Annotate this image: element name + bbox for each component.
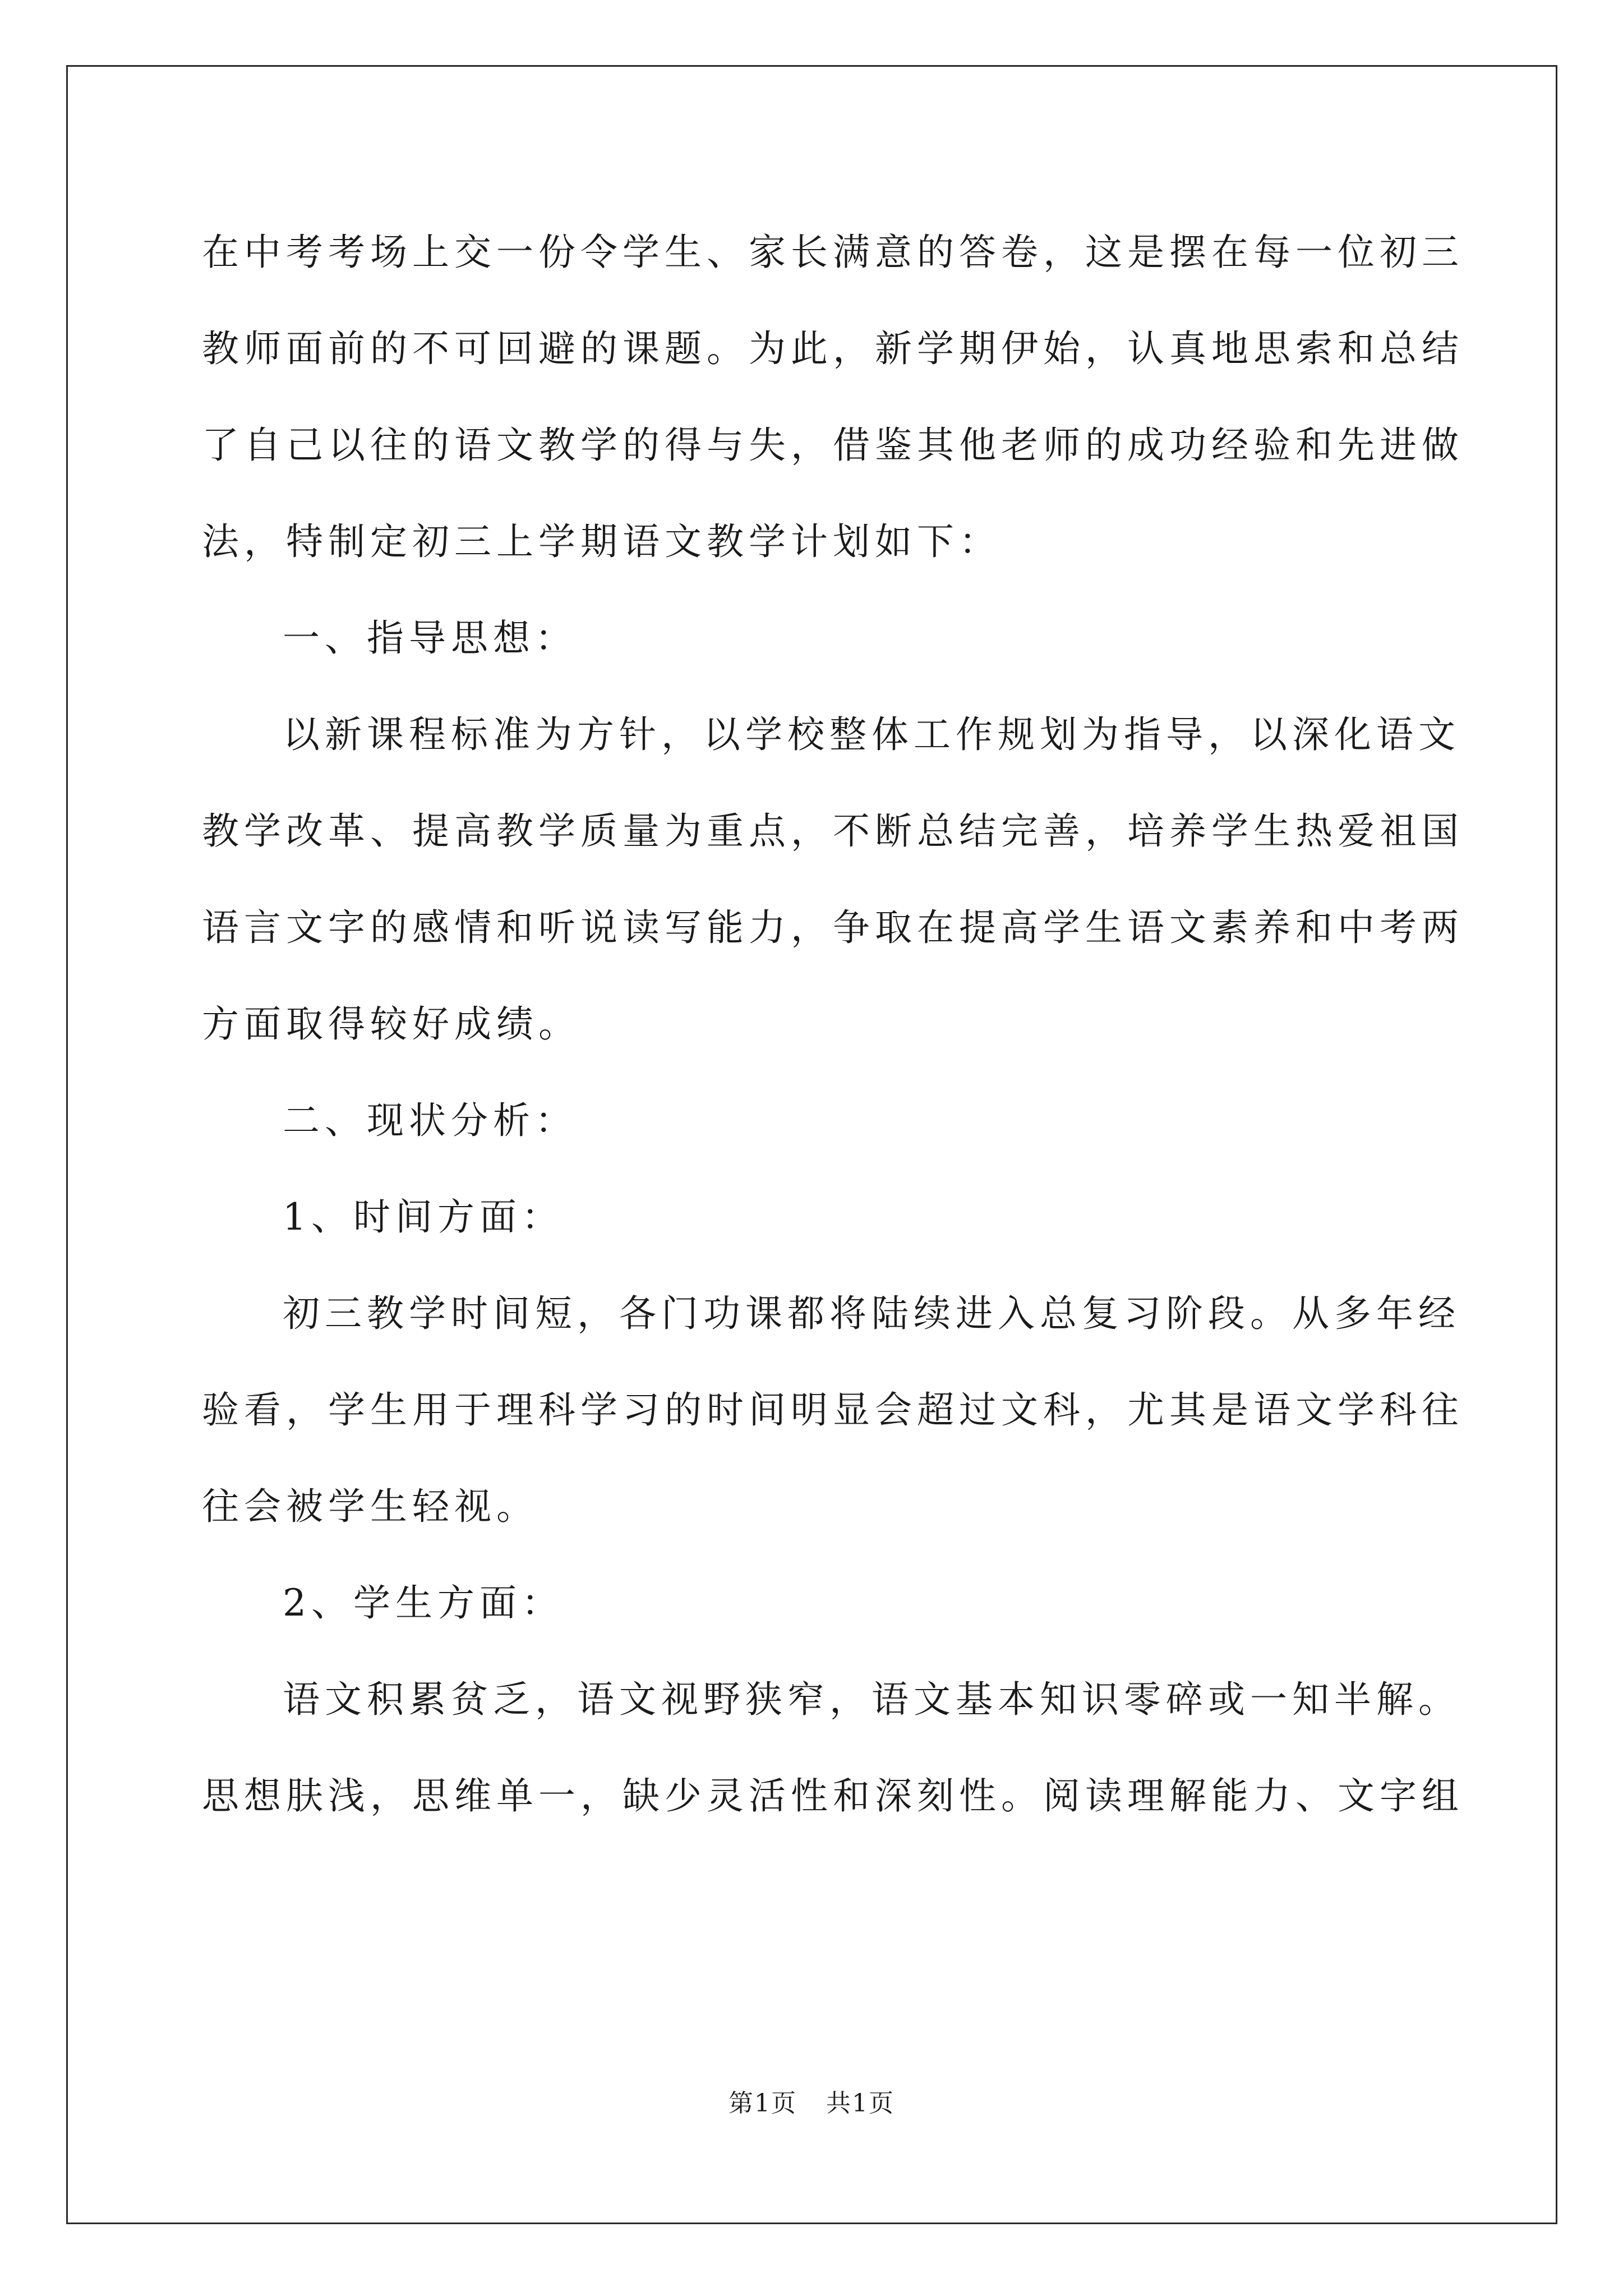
- paragraph-line: 方面取得较好成绩。: [202, 1002, 580, 1046]
- page-footer: [0, 2088, 1623, 2119]
- paragraph-line: 语言文字的感情和听说读写能力，争取在提高学生语文素养和中考两: [202, 906, 1464, 949]
- page-total: 共1页: [826, 2089, 895, 2118]
- document-body: [202, 222, 1464, 1862]
- paragraph-line: 了自己以往的语文教学的得与失，借鉴其他老师的成功经验和先进做: [202, 424, 1464, 467]
- paragraph-line: 法，特制定初三上学期语文教学计划如下：: [202, 520, 1001, 563]
- paragraph-line: 在中考考场上交一份令学生、家长满意的答卷，这是摆在每一位初三: [202, 231, 1464, 274]
- section-heading: 二、现状分析：: [283, 1099, 577, 1142]
- section-heading: 一、指导思想：: [283, 616, 577, 660]
- paragraph-line: 教学改革、提高教学质量为重点，不断总结完善，培养学生热爱祖国: [202, 809, 1464, 853]
- paragraph-line: 教师面前的不可回避的课题。为此，新学期伊始，认真地思索和总结: [202, 327, 1464, 370]
- paragraph-line: 验看，学生用于理科学习的时间明显会超过文科，尤其是语文学科往: [202, 1388, 1464, 1432]
- page-number: 第1页: [728, 2089, 797, 2118]
- paragraph-line: 以新课程标准为方针，以学校整体工作规划为指导，以深化语文: [283, 713, 1460, 756]
- paragraph-line: 思想肤浅，思维单一，缺少灵活性和深刻性。阅读理解能力、文字组: [202, 1774, 1464, 1818]
- subsection-heading: 1、时间方面：: [283, 1195, 564, 1239]
- paragraph-line: 语文积累贫乏，语文视野狭窄，语文基本知识零碎或一知半解。: [283, 1678, 1460, 1721]
- paragraph-line: 初三教学时间短，各门功课都将陆续进入总复习阶段。从多年经: [283, 1292, 1460, 1335]
- subsection-heading: 2、学生方面：: [283, 1581, 564, 1625]
- paragraph-line: 往会被学生轻视。: [202, 1485, 538, 1528]
